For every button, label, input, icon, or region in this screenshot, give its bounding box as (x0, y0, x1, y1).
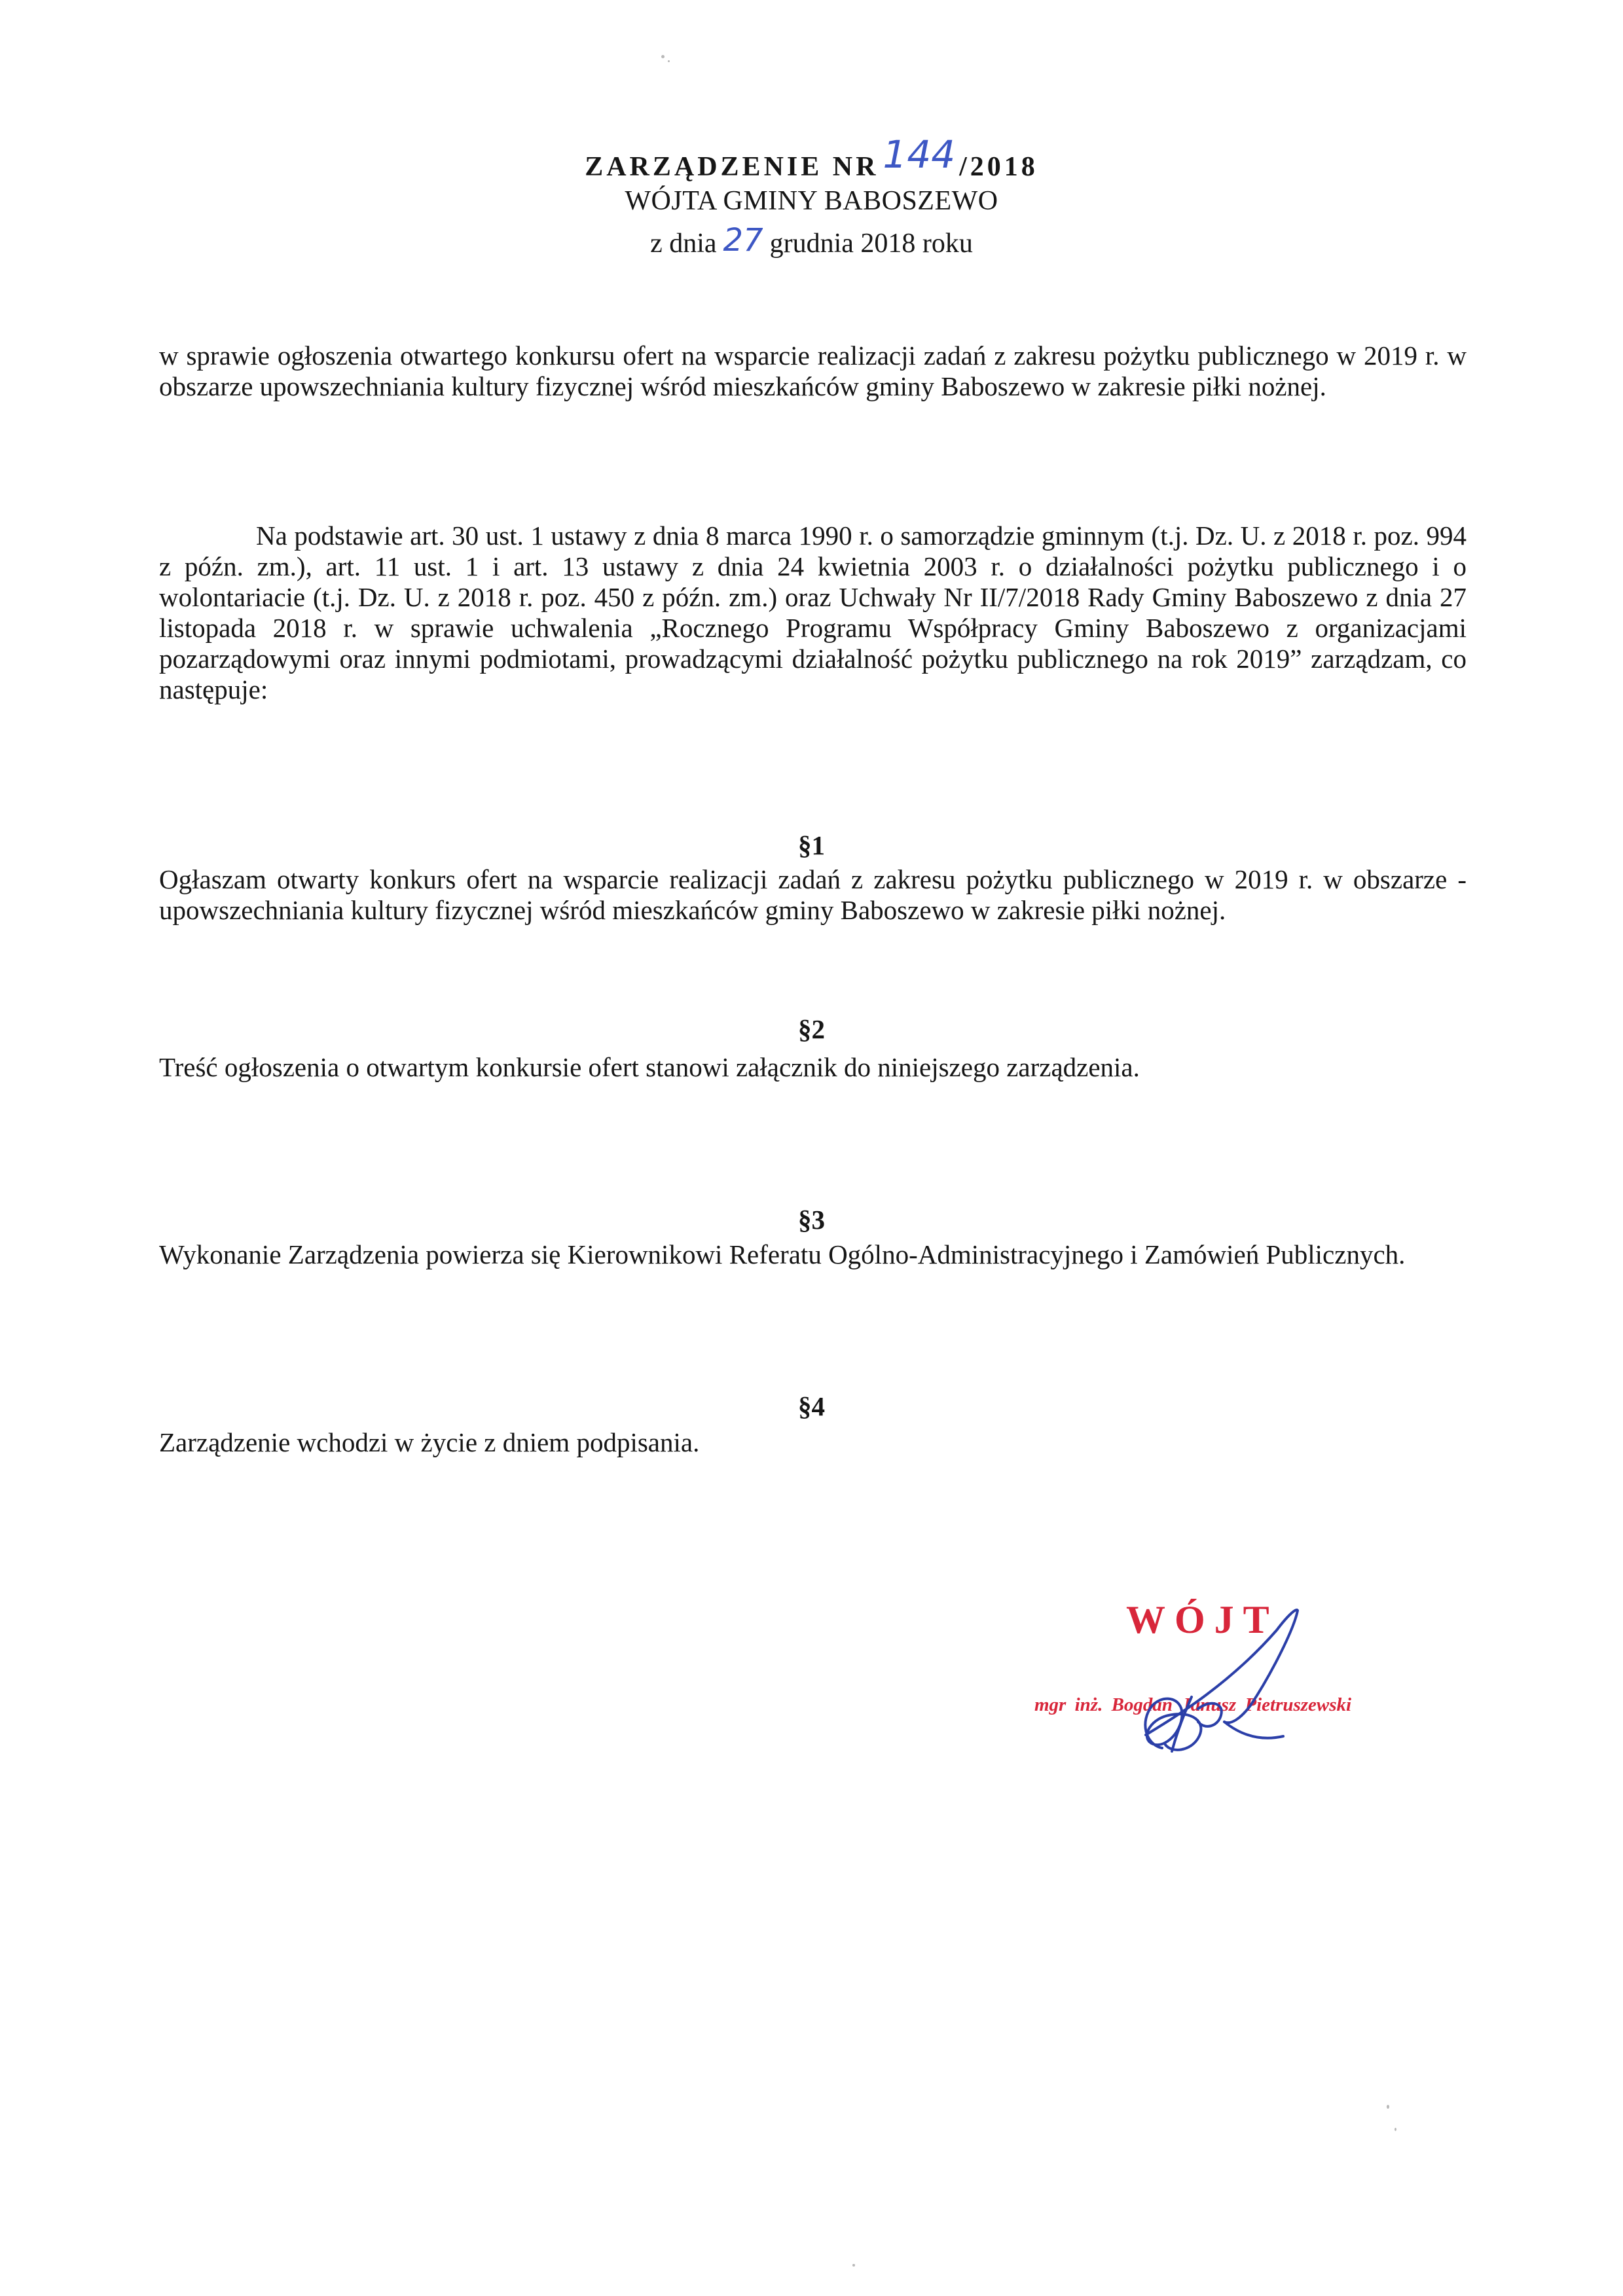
scan-speck (1395, 2128, 1396, 2131)
scan-speck (852, 2264, 855, 2267)
handwritten-day: 27 (723, 222, 763, 259)
section-3-text: Wykonanie Zarządzenia powierza się Kierownikowi Referatu Ogólno-Administracyjnego i Zamówień Publicznych. (159, 1239, 1406, 1269)
stamp-name: mgr inż. Bogdan Janusz Pietruszewski (1034, 1694, 1352, 1715)
document-date (0, 222, 1623, 261)
subject-paragraph: w sprawie ogłoszenia otwartego konkursu ofert na wsparcie realizacji zadań z zakresu pożytku publicznego w 2019 r. w obszarze upowszechniania kultury fizycznej wśród mieszkańców gminy Baboszewo w zakresie piłki nożnej. (159, 340, 1467, 401)
section-4-text: Zarządzenie wchodzi w życie z dniem podpisania. (159, 1427, 700, 1457)
section-2-text: Treść ogłoszenia o otwartym konkursie ofert stanowi załącznik do niniejszego zarządzenia. (159, 1052, 1140, 1082)
document-title (0, 132, 1623, 184)
section-1-heading: §1 (798, 830, 825, 860)
stamp-title: WÓJT (1126, 1598, 1279, 1641)
official-stamp (1021, 1584, 1427, 1794)
section-2-heading: §2 (798, 1014, 825, 1044)
scan-speck (1387, 2105, 1389, 2109)
issuing-office: WÓJTA GMINY BABOSZEWO (625, 186, 998, 216)
title-prefix: ZARZĄDZENIE NR (585, 152, 879, 182)
scan-speck (661, 55, 665, 58)
handwritten-number: 144 (883, 132, 956, 177)
section-3-heading: §3 (798, 1205, 825, 1235)
section-1-text: Ogłaszam otwarty konkurs ofert na wsparcie realizacji zadań z zakresu pożytku publicznego w 2019 r. w obszarze - upowszechniania kultury fizycznej wśród mieszkańców gminy Baboszewo w zakresie piłki nożnej. (159, 864, 1467, 925)
date-prefix: z dnia (650, 228, 717, 259)
preamble-paragraph: Na podstawie art. 30 ust. 1 ustawy z dnia 8 marca 1990 r. o samorządzie gminnym (t.j. Dz. U. z 2018 r. poz. 994 z późn. zm.), art. 11 ust. 1 i art. 13 ustawy z dnia 24 kwietnia 2003 r. o działalności pożytku publicznego i o wolontariacie (t.j. Dz. U. z 2018 r. poz. 450 z późn. zm.) oraz Uchwały Nr II/7/2018 Rady Gminy Baboszewo z dnia 27 listopada 2018 r. w sprawie uchwalenia „Rocznego Programu Współpracy Gminy Baboszewo z organizacjami pozarządowymi oraz innymi podmiotami, prowadzącymi działalność pożytku publicznego na rok 2019” zarządzam, co następuje: (159, 520, 1467, 704)
handwritten-signature (1100, 1584, 1336, 1781)
title-suffix: /2018 (959, 152, 1038, 182)
scan-speck (668, 60, 670, 62)
date-suffix: grudnia 2018 roku (769, 228, 973, 259)
section-4-heading: §4 (798, 1391, 825, 1421)
